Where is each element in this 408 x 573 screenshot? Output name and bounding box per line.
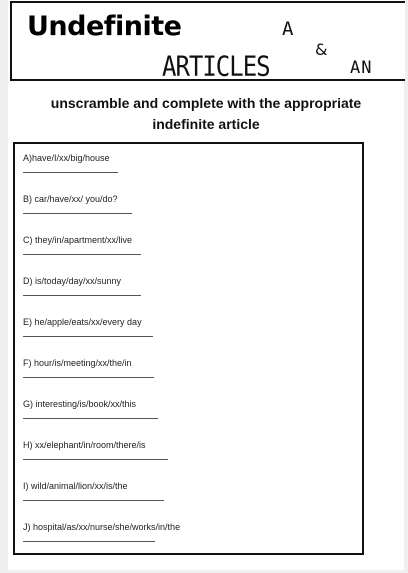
exercise-box — [13, 142, 364, 555]
exercise-prompt: I) wild/animal/lion/xx/is/the — [23, 481, 128, 491]
title-letter-a: A — [282, 18, 294, 40]
exercise-item — [23, 317, 353, 337]
exercise-item — [23, 522, 353, 542]
title-articles: ARTICLES — [162, 50, 270, 83]
exercise-item — [23, 276, 353, 296]
title-undefinite: Undefinite — [27, 11, 182, 42]
exercise-item — [23, 440, 353, 460]
answer-line[interactable] — [23, 377, 154, 378]
exercise-prompt: D) is/today/day/xx/sunny — [23, 276, 122, 286]
exercise-prompt: B) car/have/xx/ you/do? — [23, 194, 118, 204]
title-ampersand: & — [315, 40, 328, 59]
answer-line[interactable] — [23, 541, 155, 542]
exercise-prompt: J) hospital/as/xx/nurse/she/works/in/the — [23, 522, 181, 532]
answer-line[interactable] — [23, 459, 168, 460]
exercise-item — [23, 153, 353, 173]
exercise-item — [23, 399, 353, 419]
exercise-prompt: C) they/in/apartment/xx/live — [23, 235, 133, 245]
exercise-prompt: F) hour/is/meeting/xx/the/in — [23, 358, 132, 368]
instruction-text: unscramble and complete with the appropriate indefinite article — [50, 95, 362, 132]
exercise-prompt: A)have/I/xx/big/house — [23, 153, 110, 163]
answer-line[interactable] — [23, 213, 132, 214]
exercise-item — [23, 481, 353, 501]
answer-line[interactable] — [23, 254, 141, 255]
exercise-item — [23, 358, 353, 378]
answer-line[interactable] — [23, 500, 164, 501]
exercise-item — [23, 235, 353, 255]
title-letters-an: AN — [350, 58, 373, 78]
answer-line[interactable] — [23, 418, 158, 419]
exercise-item — [23, 194, 353, 214]
exercise-prompt: E) he/apple/eats/xx/every day — [23, 317, 142, 327]
answer-line[interactable] — [23, 172, 118, 173]
answer-line[interactable] — [23, 295, 141, 296]
exercise-prompt: H) xx/elephant/in/room/there/is — [23, 440, 146, 450]
answer-line[interactable] — [23, 336, 153, 337]
exercise-prompt: G) interesting/is/book/xx/this — [23, 399, 137, 409]
